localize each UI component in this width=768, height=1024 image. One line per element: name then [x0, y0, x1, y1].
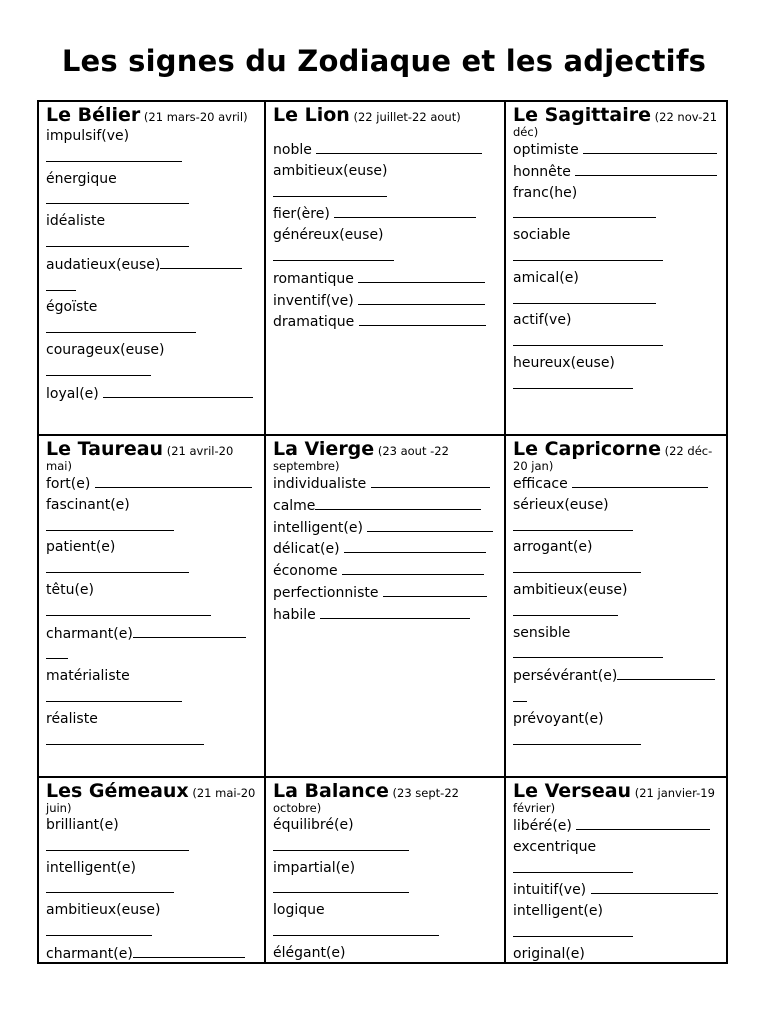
- sign-name: Le Verseau: [513, 780, 632, 802]
- sign-heading: [273, 780, 500, 815]
- answer-blank: [46, 361, 260, 383]
- adjective-item: sensible: [513, 624, 571, 641]
- adjective-item: intuitif(ve): [513, 879, 724, 901]
- adjective-item: intelligent(e): [46, 859, 136, 876]
- adjective-item: fier(ère): [273, 203, 500, 225]
- answer-blank: [46, 318, 260, 340]
- adjective-item: équilibré(e): [273, 817, 354, 833]
- sign-dates: (22 nov-21 déc): [513, 110, 718, 139]
- answer-blank: [513, 643, 724, 665]
- adjective-item: fascinant(e): [46, 496, 130, 513]
- sign-cell-sagittaire: [506, 102, 730, 436]
- answer-blank: [513, 858, 724, 880]
- adjective-item: charmant(e): [46, 943, 260, 964]
- sign-cell-balance: [266, 778, 506, 964]
- sign-dates: (23 aout -22 septembre): [273, 444, 449, 473]
- sign-dates: (22 déc-20 jan): [513, 444, 713, 473]
- adjective-item: généreux(euse): [273, 227, 384, 244]
- sign-cell-gemeaux: [39, 778, 266, 964]
- sign-dates: (21 janvier-19 février): [513, 786, 715, 815]
- answer-blank: [273, 878, 500, 900]
- answer-blank: [46, 276, 260, 298]
- sign-name: Le Sagittaire: [513, 104, 651, 126]
- sign-heading: [513, 104, 724, 139]
- adjective-item: heureux(euse): [513, 354, 615, 371]
- answer-blank: [46, 232, 260, 254]
- sign-cell-capricorne: [506, 436, 730, 778]
- sign-heading: [513, 780, 724, 815]
- answer-blank: [46, 558, 260, 580]
- sign-heading: [273, 104, 500, 126]
- answer-blank: [46, 601, 260, 623]
- sign-dates: (21 mai-20 juin): [46, 786, 256, 815]
- adjective-item: amical(e): [513, 269, 579, 286]
- adjective-item: brilliant(e): [46, 817, 119, 833]
- answer-blank: [513, 289, 724, 311]
- adjective-item: sociable: [513, 227, 571, 244]
- answer-blank: [273, 182, 500, 204]
- answer-blank: [273, 836, 500, 858]
- sign-dates: (21 avril-20 mai): [46, 444, 234, 473]
- adjective-item: économe: [273, 560, 500, 582]
- answer-blank: [513, 922, 724, 944]
- sign-cell-verseau: [506, 778, 730, 964]
- adjective-item: ambitieux(euse): [273, 162, 388, 179]
- sign-cell-taureau: [39, 436, 266, 778]
- answer-blank: [273, 246, 500, 268]
- adjective-item: loyal(e): [46, 383, 260, 405]
- sign-dates: (21 mars-20 avril): [143, 110, 248, 124]
- answer-blank: [513, 246, 724, 268]
- adjective-item: égoïste: [46, 299, 98, 316]
- adjective-item: sérieux(euse): [513, 496, 609, 513]
- answer-blank: [273, 921, 500, 943]
- answer-blank: [513, 730, 724, 752]
- adjective-item: courageux(euse): [46, 341, 165, 358]
- sign-name: Le Taureau: [46, 438, 164, 460]
- sign-dates: (22 juillet-22 aout): [353, 110, 461, 124]
- adjective-item: élégant(e): [273, 944, 346, 961]
- adjective-item: noble: [273, 139, 500, 161]
- sign-heading: [273, 438, 500, 473]
- adjective-item: persévérant(e): [513, 665, 724, 687]
- adjective-item: optimiste: [513, 139, 724, 161]
- adjective-item: arrogant(e): [513, 539, 593, 556]
- answer-blank: [46, 921, 260, 943]
- adjective-item: ambitieux(euse): [46, 902, 161, 919]
- sign-name: La Balance: [273, 780, 389, 802]
- sign-heading: [513, 438, 724, 473]
- adjective-item: matérialiste: [46, 668, 130, 685]
- adjective-item: audatieux(euse): [46, 254, 260, 276]
- answer-blank: [46, 644, 260, 666]
- sign-name: La Vierge: [273, 438, 375, 460]
- sign-heading: [46, 780, 260, 815]
- sign-name: Le Lion: [273, 104, 350, 126]
- adjective-item: idéaliste: [46, 213, 106, 230]
- sign-cell-vierge: [266, 436, 506, 778]
- answer-blank: [46, 687, 260, 709]
- answer-blank: [46, 730, 260, 752]
- sign-name: Le Capricorne: [513, 438, 661, 460]
- sign-heading: [46, 104, 260, 126]
- adjective-item: fort(e): [46, 473, 260, 495]
- answer-blank: [513, 687, 724, 709]
- adjective-item: excentrique: [513, 838, 597, 855]
- answer-blank: [513, 203, 724, 225]
- adjective-item: têtu(e): [46, 581, 95, 598]
- adjective-item: réaliste: [46, 710, 98, 727]
- answer-blank: [46, 189, 260, 211]
- sign-cell-lion: [266, 102, 506, 436]
- adjective-item: franc(he): [513, 184, 578, 201]
- answer-blank: [513, 516, 724, 538]
- adjective-item: dramatique: [273, 311, 500, 333]
- adjective-item: honnête: [513, 161, 724, 183]
- answer-blank: [513, 374, 724, 396]
- page-title: Les signes du Zodiaque et les adjectifs: [61, 44, 707, 78]
- adjective-item: patient(e): [46, 539, 116, 556]
- answer-blank: [513, 558, 724, 580]
- adjective-item: perfectionniste: [273, 582, 500, 604]
- adjective-item: énergique: [46, 170, 117, 187]
- adjective-item: impulsif(ve): [46, 128, 130, 144]
- answer-blank: [513, 331, 724, 353]
- adjective-item: intelligent(e): [513, 903, 603, 920]
- answer-blank: [513, 601, 724, 623]
- sign-name: Les Gémeaux: [46, 780, 189, 802]
- adjective-item: délicat(e): [273, 538, 500, 560]
- answer-blank: [46, 836, 260, 858]
- adjective-item: efficace: [513, 473, 724, 495]
- adjective-item: inventif(ve): [273, 290, 500, 312]
- sign-cell-belier: [39, 102, 266, 436]
- adjective-item: ambitieux(euse): [513, 581, 628, 598]
- answer-blank: [46, 516, 260, 538]
- sign-name: Le Bélier: [46, 104, 141, 126]
- adjective-item: impartial(e): [273, 859, 356, 876]
- adjective-item: individualiste: [273, 473, 500, 495]
- adjective-item: libéré(e): [513, 815, 724, 837]
- adjective-item: romantique: [273, 268, 500, 290]
- adjective-item: logique: [273, 902, 325, 919]
- adjective-item: intelligent(e): [273, 517, 500, 539]
- sign-heading: [46, 438, 260, 473]
- zodiac-table: [37, 100, 728, 964]
- adjective-item: prévoyant(e): [513, 710, 604, 727]
- adjective-item: calme: [273, 495, 500, 517]
- adjective-item: habile: [273, 604, 500, 626]
- sign-dates: (23 sept-22 octobre): [273, 786, 459, 815]
- adjective-item: actif(ve): [513, 312, 572, 329]
- adjective-item: charmant(e): [46, 623, 260, 645]
- adjective-item: original(e): [513, 945, 585, 962]
- answer-blank: [46, 878, 260, 900]
- answer-blank: [46, 147, 260, 169]
